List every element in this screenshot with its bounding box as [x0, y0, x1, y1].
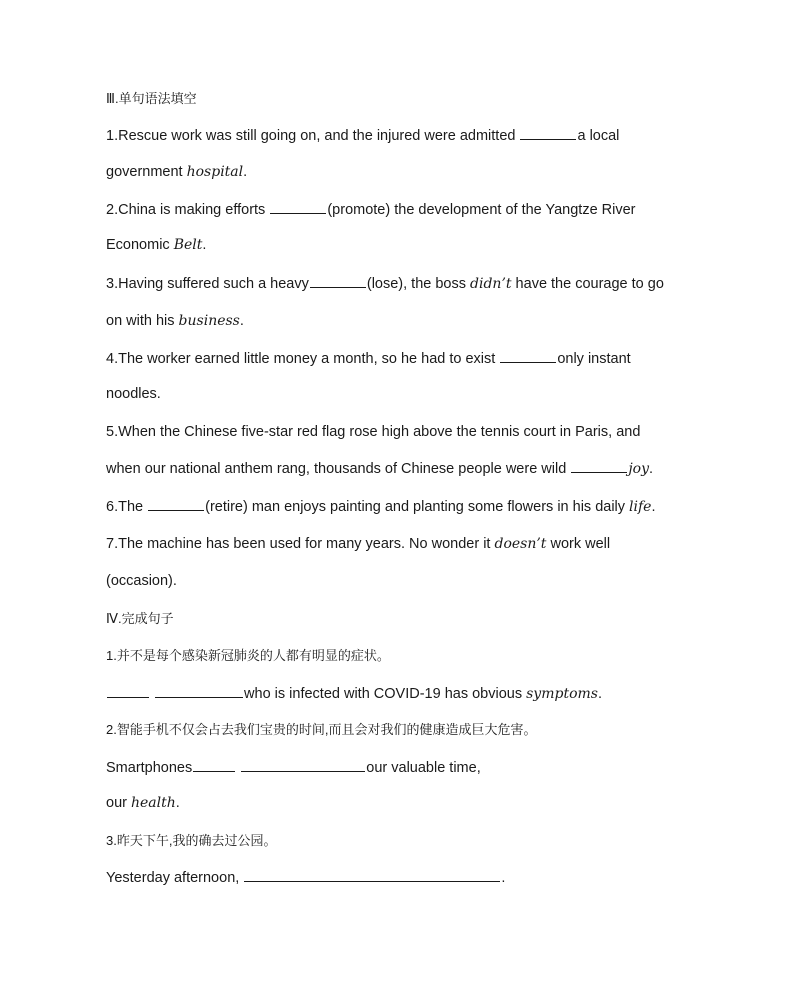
- item-2-text-b: (promote) the development of the Yangtze River: [327, 202, 636, 218]
- item-3-line-2: [106, 311, 244, 331]
- item-2-line-1: [106, 199, 636, 220]
- item-6-line-1: [106, 496, 656, 517]
- item-3-word-a: didn’t: [470, 276, 512, 292]
- item-2-line-2: [106, 235, 206, 255]
- item-1-line-2: [106, 162, 247, 182]
- item-6-text-b: (retire) man enjoys painting and planting some flowers in his daily: [205, 499, 630, 515]
- item-5-blank[interactable]: [571, 458, 627, 473]
- item-7-word: doesn’t: [494, 536, 547, 552]
- item-3-blank[interactable]: [310, 273, 366, 288]
- item-3-word-b: business: [178, 313, 240, 329]
- item-6-text-a: 6.The: [106, 499, 148, 515]
- item-1-word: hospital: [186, 164, 244, 180]
- item-3-text-d: on with his: [106, 313, 179, 329]
- s4-item-2-text-c: our: [106, 795, 131, 811]
- s4-item-3-blank[interactable]: [244, 867, 500, 882]
- s4-item-1-word: symptoms: [526, 686, 598, 702]
- s4-item-2-blank-a[interactable]: [193, 757, 235, 772]
- item-7-text-a: 7.The machine has been used for many years. No wonder it: [106, 536, 495, 552]
- item-2-word: Belt: [173, 237, 203, 253]
- item-3-text-a: 3.Having suffered such a heavy: [106, 276, 309, 292]
- item-4-blank[interactable]: [500, 348, 556, 363]
- item-7-text-b: work well: [546, 536, 611, 552]
- s4-item-3-text-b: .: [501, 870, 506, 886]
- s4-item-2-word: health: [131, 795, 176, 811]
- s4-item-2-blank-b[interactable]: [241, 757, 365, 772]
- s4-item-3-chinese: 3.昨天下午,我的确去过公园。: [106, 833, 277, 848]
- item-4-line-1: [106, 348, 631, 369]
- item-6-blank[interactable]: [148, 496, 204, 511]
- item-1-text-a: 1.Rescue work was still going on, and the injured were admitted: [106, 128, 520, 144]
- s4-item-2-english: [106, 757, 481, 778]
- item-5-word: joy: [628, 461, 649, 477]
- item-4-text-b: only instant: [557, 351, 631, 367]
- item-1-blank[interactable]: [520, 125, 576, 140]
- s4-item-1-blank-a[interactable]: [107, 683, 149, 698]
- item-1-text-d: .: [243, 164, 248, 180]
- s4-item-3-text-a: Yesterday afternoon,: [106, 870, 244, 886]
- s4-item-1-english: [106, 683, 602, 704]
- s4-item-2-text-a: Smartphones: [106, 760, 193, 776]
- item-3-line-1: [106, 273, 664, 294]
- item-1-text-b: a local: [577, 128, 620, 144]
- item-2-text-c: Economic: [106, 237, 174, 253]
- s4-item-2-text-d: .: [175, 795, 180, 811]
- s4-item-1-text-b: .: [597, 686, 602, 702]
- s4-item-1-blank-b[interactable]: [155, 683, 243, 698]
- s4-item-2-english-2: [106, 793, 180, 813]
- item-3-text-c: have the courage to go: [511, 276, 664, 292]
- s4-item-3-english: [106, 867, 505, 888]
- item-6-word: life: [629, 499, 652, 515]
- item-7-line-2: (occasion).: [106, 573, 177, 589]
- item-2-blank[interactable]: [270, 199, 326, 214]
- item-2-text-d: .: [202, 237, 207, 253]
- item-2-text-a: 2.China is making efforts: [106, 202, 270, 218]
- s4-item-2-text-b: our valuable time,: [366, 760, 481, 776]
- item-5-line-1: 5.When the Chinese five-star red flag rose high above the tennis court in Paris, and: [106, 424, 641, 440]
- section-4-heading: Ⅳ.完成句子: [106, 611, 174, 626]
- item-5-text-b: .: [649, 461, 654, 477]
- item-5-text-a: when our national anthem rang, thousands of Chinese people were wild: [106, 461, 571, 477]
- item-5-line-2: [106, 458, 653, 479]
- item-4-line-2: noodles.: [106, 386, 161, 402]
- item-1-line-1: [106, 125, 619, 146]
- item-3-text-b: (lose), the boss: [366, 276, 471, 292]
- item-6-text-c: .: [651, 499, 656, 515]
- item-4-text-a: 4.The worker earned little money a month, so he had to exist: [106, 351, 500, 367]
- s4-item-1-text-a: who is infected with COVID-19 has obvious: [244, 686, 527, 702]
- section-3-heading: Ⅲ.单句语法填空: [106, 91, 197, 106]
- item-7-line-1: [106, 534, 610, 554]
- item-1-text-c: government: [106, 164, 187, 180]
- s4-item-2-chinese: 2.智能手机不仅会占去我们宝贵的时间,而且会对我们的健康造成巨大危害。: [106, 722, 537, 737]
- s4-item-1-chinese: 1.并不是每个感染新冠肺炎的人都有明显的症状。: [106, 648, 390, 663]
- item-3-text-e: .: [239, 313, 244, 329]
